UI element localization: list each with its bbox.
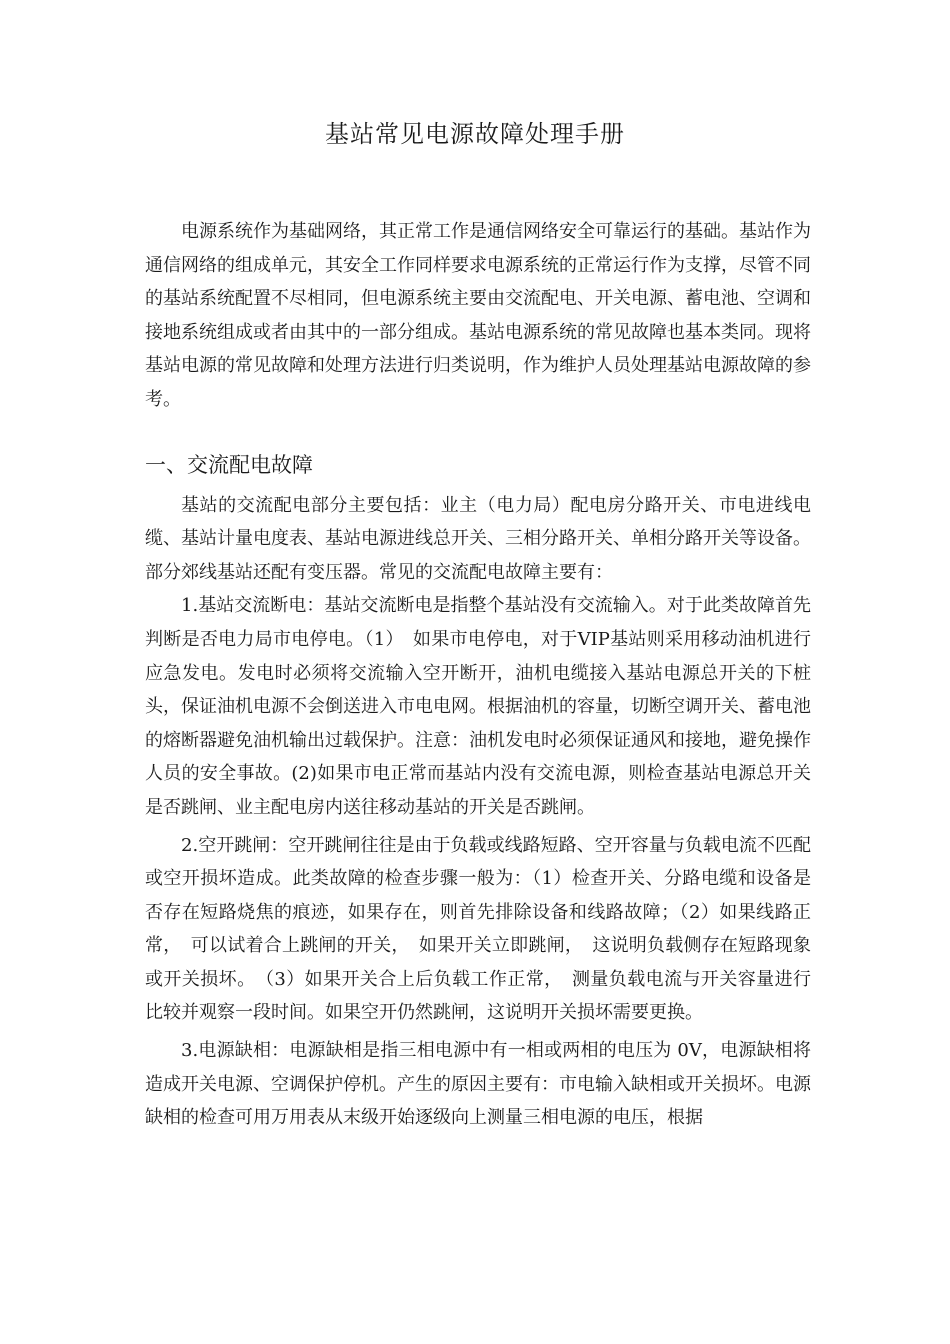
section-heading-ac-distribution: 一、交流配电故障 [145, 452, 313, 477]
intro-paragraph: 电源系统作为基础网络，其正常工作是通信网络安全可靠运行的基础。基站作为通信网络的组成单元，其安全工作同样要求电源系统的正常运行作为支撑，尽管不同的基站系统配置不尽相同，但电源系统主要由交流配电、开关电源、蓄电池、空调和接地系统组成或者由其中的一部分组成。基站电源系统的常见故障也基本类同。现将基站电源的常见故障和处理方法进行归类说明，作为维护人员处理基站电源故障的参考。 [145, 221, 811, 410]
document-title: 基站常见电源故障处理手册 [325, 120, 625, 148]
item-ac-power-outage: 1.基站交流断电：基站交流断电是指整个基站没有交流输入。对于此类故障首先判断是否电力局市电停电。（1） 如果市电停电，对于VIP基站则采用移动油机进行应急发电。发电时必须将交流输入空开断开，油机电缆接入基站电源总开关的下桩头，保证油机电源不会倒送进入市电电网。根据油机的容量，切断空调开关、蓄电池的熔断器避免油机输出过载保护。注意：油机发电时必须保证通风和接地，避免操作人员的安全事故。(2)如果市电正常而基站内没有交流电源，则检查基站电源总开关是否跳闸、业主配电房内送往移动基站的开关是否跳闸。 [145, 595, 811, 818]
section-overview-paragraph: 基站的交流配电部分主要包括：业主（电力局）配电房分路开关、市电进线电缆、基站计量电度表、基站电源进线总开关、三相分路开关、单相分路开关等设备。部分郊线基站还配有变压器。常见的交流配电故障主要有： [145, 494, 811, 583]
item-breaker-trip: 2.空开跳闸：空开跳闸往往是由于负载或线路短路、空开容量与负载电流不匹配或空开损坏造成。此类故障的检查步骤一般为：（1）检查开关、分路电缆和设备是否存在短路烧焦的痕迹，如果存在，则首先排除设备和线路故障；（2）如果线路正常， 可以试着合上跳闸的开关， 如果开关立即跳闸， 这说明负载侧存在短路现象或开关损坏。 （3）如果开关合上后负载工作正常， 测量负载电流与开关容量进行比较并观察一段时间。如果空开仍然跳闸，这说明开关损坏需要更换。 [145, 834, 811, 1024]
item-phase-loss: 3.电源缺相：电源缺相是指三相电源中有一相或两相的电压为 0V，电源缺相将造成开关电源、空调保护停机。产生的原因主要有：市电输入缺相或开关损坏。电源缺相的检查可用万用表从末级开始逐级向上测量三相电源的电压，根据 [145, 1040, 811, 1129]
document-body [145, 215, 811, 1135]
